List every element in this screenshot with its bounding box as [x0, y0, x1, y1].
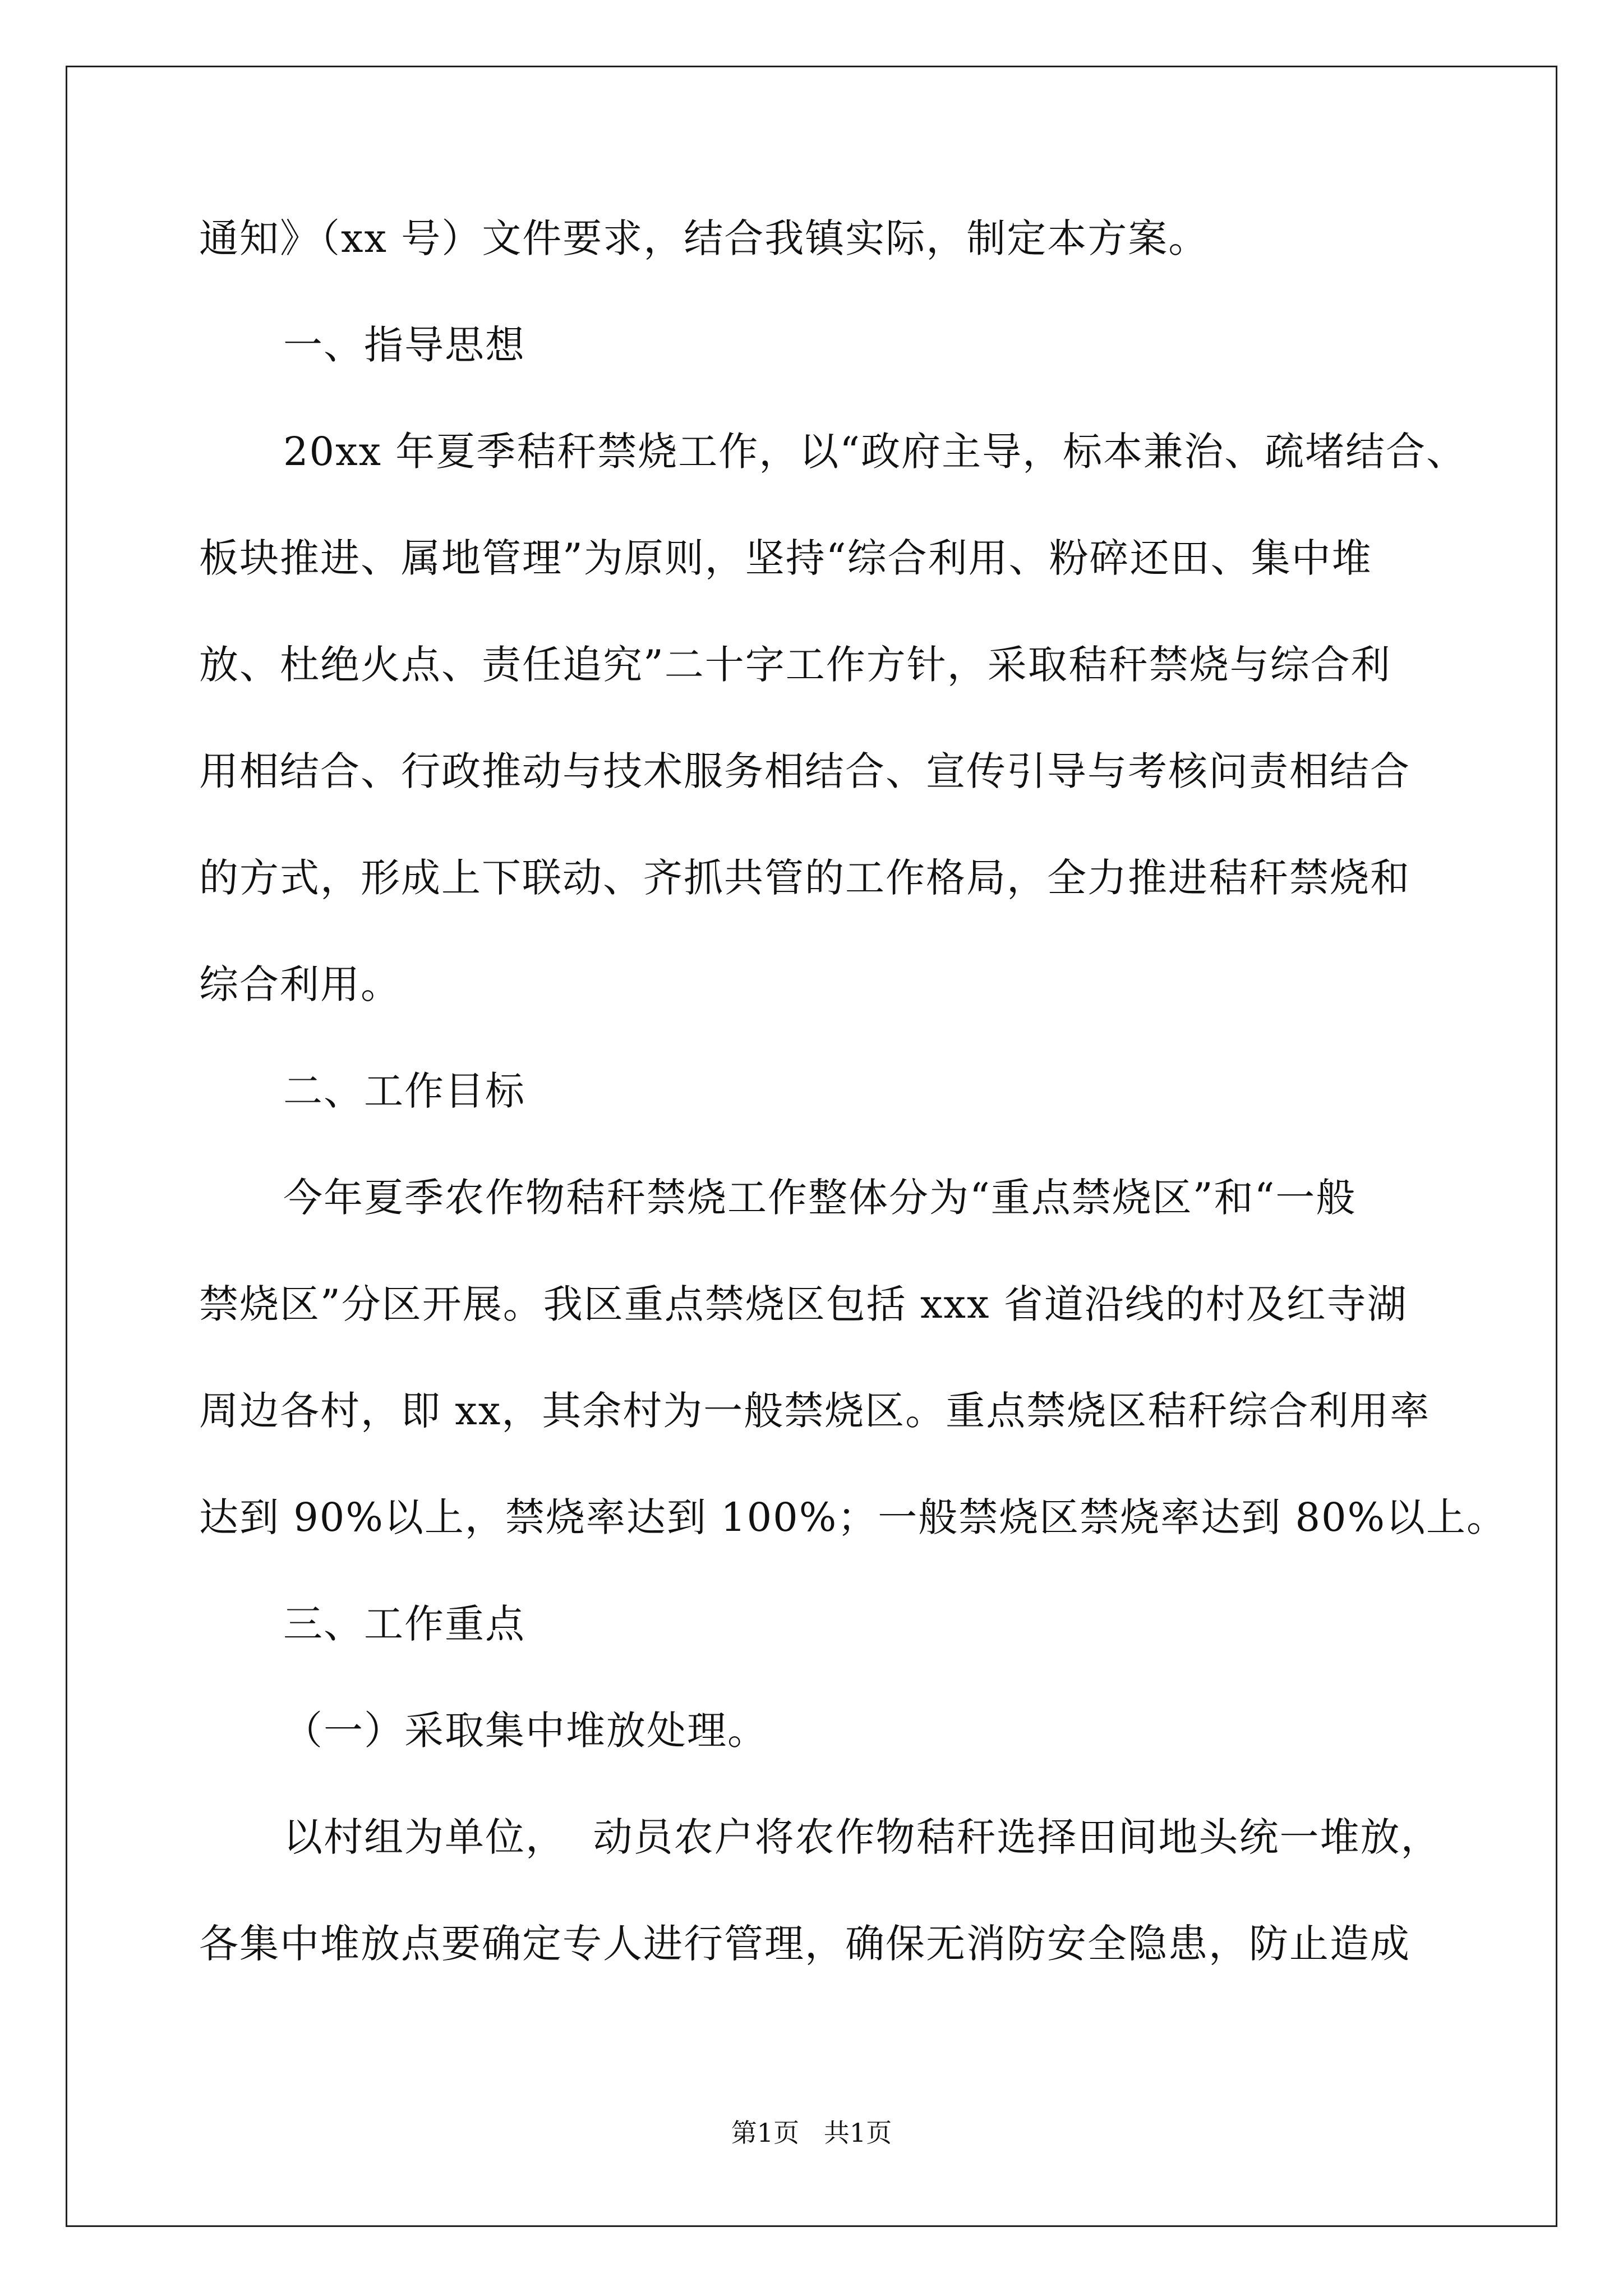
page-border — [66, 66, 1557, 2227]
text-line-8: 综合利用。 — [199, 961, 401, 1007]
section-heading-1: 一、指导思想 — [283, 322, 525, 368]
text-line-16: 以村组为单位， 动员农户将农作物秸秆选择田间地头统一堆放， — [283, 1814, 1441, 1860]
text-line-1: 通知》（xx 号）文件要求，结合我镇实际，制定本方案。 — [199, 215, 1209, 261]
text-line-7: 的方式，形成上下联动、齐抓共管的工作格局，全力推进秸秆禁烧和 — [199, 855, 1410, 901]
text-line-3: 20xx 年夏季秸秆禁烧工作，以“政府主导，标本兼治、疏堵结合、 — [283, 429, 1467, 475]
text-line-10: 今年夏季农作物秸秆禁烧工作整体分为“重点禁烧区”和“一般 — [283, 1175, 1357, 1221]
text-line-12: 周边各村，即 xx，其余村为一般禁烧区。重点禁烧区秸秆综合利用率 — [199, 1388, 1431, 1434]
text-line-4: 板块推进、属地管理”为原则，坚持“综合利用、粉碎还田、集中堆 — [199, 535, 1372, 581]
subsection-heading-1: （一）采取集中堆放处理。 — [283, 1708, 768, 1754]
text-line-5: 放、杜绝火点、责任追究”二十字工作方针，采取秸秆禁烧与综合利 — [199, 642, 1391, 688]
section-heading-2: 二、工作目标 — [283, 1068, 525, 1114]
section-heading-3: 三、工作重点 — [283, 1601, 525, 1647]
text-line-17: 各集中堆放点要确定专人进行管理，确保无消防安全隐患，防止造成 — [199, 1921, 1410, 1967]
page-footer: 第1页 共1页 — [731, 2118, 892, 2148]
text-line-13: 达到 90%以上，禁烧率达到 100%；一般禁烧区禁烧率达到 80%以上。 — [199, 1494, 1507, 1540]
text-line-11: 禁烧区”分区开展。我区重点禁烧区包括 xxx 省道沿线的村及红寺湖 — [199, 1281, 1408, 1327]
text-line-6: 用相结合、行政推动与技术服务相结合、宣传引导与考核问责相结合 — [199, 748, 1410, 794]
